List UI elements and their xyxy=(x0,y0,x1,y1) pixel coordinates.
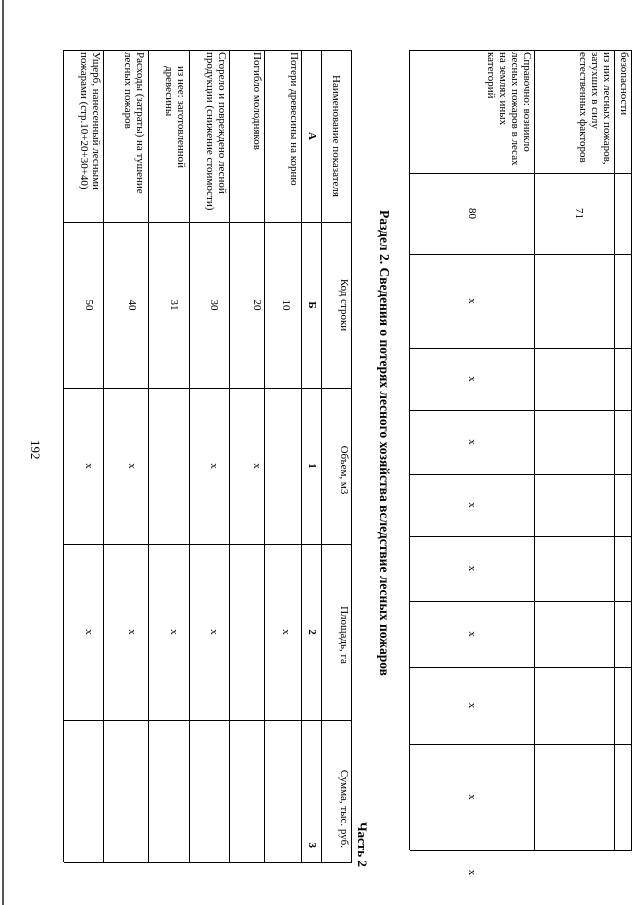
table-row-area: x xyxy=(126,629,138,635)
upper-x-cell: x xyxy=(466,702,478,709)
table-row-volume: x xyxy=(83,463,95,469)
table-row-sum xyxy=(166,720,180,862)
table-row-label: Расходы (затраты) на тушение лесных пожаров xyxy=(122,52,146,194)
upper-row-label: безопасности xyxy=(618,52,630,116)
subheader-name: А xyxy=(306,132,318,140)
upper-x-cell: x xyxy=(466,298,478,304)
table-row-sum xyxy=(249,720,263,862)
table-row-label: Сгорело и повреждено лесной продукции (снижение стоимости) xyxy=(204,52,228,211)
table-row-sum xyxy=(278,720,292,862)
table-row-code: 50 xyxy=(83,299,95,311)
header-name: Наименование показателя xyxy=(330,75,342,197)
upper-table xyxy=(400,50,640,876)
header-volume: Объем, м3 xyxy=(338,445,350,495)
upper-x-cell: x xyxy=(466,869,478,876)
subheader-volume: 1 xyxy=(306,463,318,469)
header-code: Код строки xyxy=(338,278,350,332)
table-row-label: Погибло молодняков xyxy=(251,52,263,150)
table-row-area: x xyxy=(280,629,292,635)
table-row-volume: x xyxy=(251,463,263,469)
table-row-label: Ущерб, нанесенный лесными пожарами (стр.10+20+30+40) xyxy=(78,52,102,190)
header-sum: Сумма, тыс. руб. xyxy=(338,769,350,848)
subheader-sum: 3 xyxy=(306,842,318,848)
upper-row-label: Справочно: возникло лесных пожаров в лесах на землях иных категорий xyxy=(485,52,533,166)
table-row-sum xyxy=(206,720,220,862)
table-row-code: 20 xyxy=(251,299,263,311)
table-row-volume xyxy=(278,388,292,544)
subheader-code: Б xyxy=(306,301,318,309)
upper-x-cell: x xyxy=(466,502,478,508)
table-row-area: x xyxy=(83,629,95,635)
upper-x-cell: x xyxy=(466,439,478,445)
table-row-code: 31 xyxy=(168,299,180,311)
scan-edge xyxy=(2,0,4,905)
section-title: Раздел 2. Сведения о потерях лесного хозяйства вследствие лесных пожаров xyxy=(377,210,392,676)
table-row-sum xyxy=(81,720,95,862)
upper-row-code: 71 xyxy=(573,208,585,219)
losses-table xyxy=(5,50,360,862)
table-row-code: 30 xyxy=(208,299,220,311)
table-row-area: x xyxy=(208,629,220,635)
table-row-code: 40 xyxy=(126,299,138,311)
table-row-area xyxy=(249,544,263,720)
subheader-area: 2 xyxy=(306,629,318,635)
upper-x-cell: x xyxy=(466,631,478,637)
page-number: 192 xyxy=(28,440,43,460)
upper-x-cell: x xyxy=(466,376,478,382)
upper-x-cell: x xyxy=(466,565,478,572)
table-row-label: Потери древесины на корню xyxy=(288,52,300,186)
upper-row-code: 80 xyxy=(466,208,478,219)
table-row-label: из нее: заготовленной древесины xyxy=(163,66,187,169)
part-label: Часть 2 xyxy=(355,822,370,867)
table-row-volume xyxy=(166,388,180,544)
table-row-area: x xyxy=(168,629,180,635)
table-row-volume: x xyxy=(208,463,220,469)
table-row-volume: x xyxy=(126,463,138,469)
upper-x-cell: x xyxy=(466,794,478,800)
header-area: Площадь, га xyxy=(338,606,350,664)
upper-row-label: из них лесных пожаров, затухших в силу естественных факторов xyxy=(577,52,613,165)
table-row-sum xyxy=(124,720,138,862)
table-row-code: 10 xyxy=(280,299,292,311)
